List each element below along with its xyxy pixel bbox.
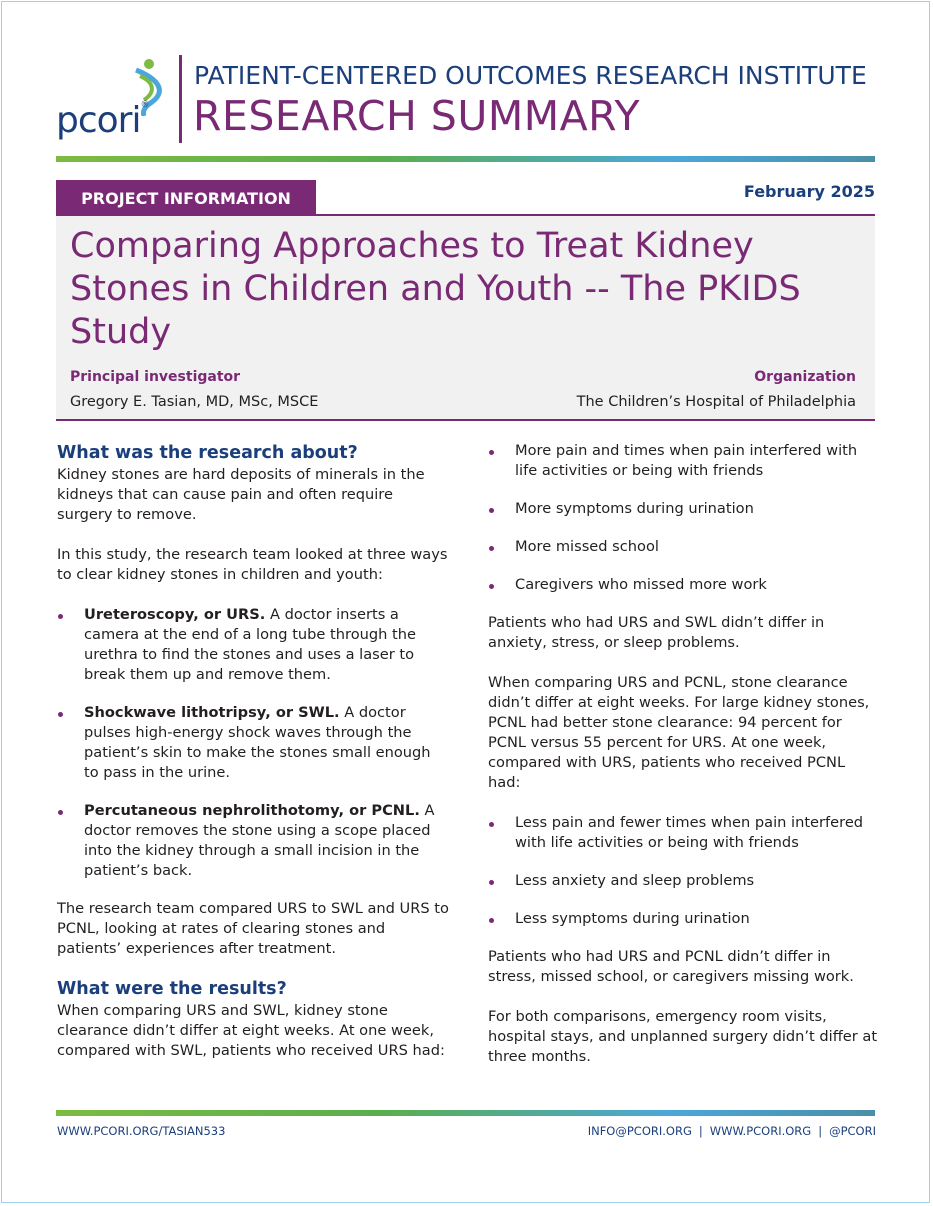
separator: | — [698, 1124, 703, 1138]
list-item: Less pain and fewer times when pain interfered with life activities or being with friends — [488, 813, 880, 853]
list-item: More missed school — [488, 537, 880, 557]
email-link[interactable]: INFO@PCORI.ORG — [587, 1124, 692, 1138]
pi-name: Gregory E. Tasian, MD, MSc, MSCE — [70, 394, 319, 410]
publication-date: February 2025 — [743, 182, 875, 201]
left-column — [57, 441, 449, 1081]
urs-outcomes-list — [488, 441, 880, 595]
footer-project-link[interactable]: WWW.PCORI.ORG/TASIAN533 — [57, 1124, 226, 1138]
list-item: Ureteroscopy, or URS. A doctor inserts a camera at the end of a long tube through the urethra to find the stones and uses a laser to break them up and remove them. — [57, 605, 449, 685]
doc-type: RESEARCH SUMMARY — [193, 92, 641, 140]
list-item: More pain and times when pain interfered with life activities or being with friends — [488, 441, 880, 481]
section-heading-about: What was the research about? — [57, 443, 358, 463]
project-info-tab: PROJECT INFORMATION — [56, 180, 316, 216]
methods-list — [57, 605, 449, 881]
paragraph: Patients who had URS and PCNL didn’t differ in stress, missed school, or caregivers missing work. — [488, 948, 854, 985]
list-item: More symptoms during urination — [488, 499, 880, 519]
list-item: Less symptoms during urination — [488, 909, 880, 929]
footer-gradient-bar — [56, 1110, 875, 1116]
organization-name: The Children’s Hospital of Philadelphia — [576, 394, 856, 410]
header-gradient-bar — [56, 156, 875, 162]
paragraph: When comparing URS and PCNL, stone clearance didn’t differ at eight weeks. For large kidney stones, PCNL had better stone clearance: 94 percent for PCNL versus 55 percent for URS. At one week, compared with URS, patients who received PCNL had: — [488, 674, 870, 791]
right-column — [488, 441, 880, 1087]
paragraph: Patients who had URS and SWL didn’t differ in anxiety, stress, or sleep problems. — [488, 614, 825, 651]
page-title: Comparing Approaches to Treat Kidney Stones in Children and Youth -- The PKIDS Study — [70, 226, 801, 352]
pcnl-outcomes-list — [488, 813, 880, 929]
org-name: PATIENT-CENTERED OUTCOMES RESEARCH INSTITUTE — [194, 61, 867, 90]
social-handle-link[interactable]: @PCORI — [829, 1124, 876, 1138]
list-item: Caregivers who missed more work — [488, 575, 880, 595]
paragraph: The research team compared URS to SWL and URS to PCNL, looking at rates of clearing stones and patients’ experiences after treatment. — [57, 900, 449, 957]
pi-label: Principal investigator — [70, 369, 241, 385]
logo-wordmark: pcori® — [56, 100, 149, 141]
website-link[interactable]: WWW.PCORI.ORG — [709, 1124, 812, 1138]
paragraph: For both comparisons, emergency room visits, hospital stays, and unplanned surgery didn’t differ at three months. — [488, 1008, 878, 1065]
header-divider — [179, 55, 182, 143]
section-heading-results: What were the results? — [57, 979, 287, 999]
paragraph: In this study, the research team looked at three ways to clear kidney stones in children and youth: — [57, 546, 448, 583]
list-item: Less anxiety and sleep problems — [488, 871, 880, 891]
list-item: Shockwave lithotripsy, or SWL. A doctor pulses high-energy shock waves through the patient’s skin to make the stones small enough to pass in the urine. — [57, 703, 449, 783]
list-item: Percutaneous nephrolithotomy, or PCNL. A doctor removes the stone using a scope placed into the kidney through a small incision in the patient’s back. — [57, 801, 449, 881]
pcori-logo — [56, 56, 168, 142]
paragraph: Kidney stones are hard deposits of minerals in the kidneys that can cause pain and often require surgery to remove. — [57, 466, 425, 523]
paragraph: When comparing URS and SWL, kidney stone clearance didn’t differ at eight weeks. At one week, compared with SWL, patients who received URS had: — [57, 1002, 445, 1059]
organization-label: Organization — [754, 369, 856, 385]
separator: | — [818, 1124, 823, 1138]
footer-contact — [588, 1124, 876, 1138]
